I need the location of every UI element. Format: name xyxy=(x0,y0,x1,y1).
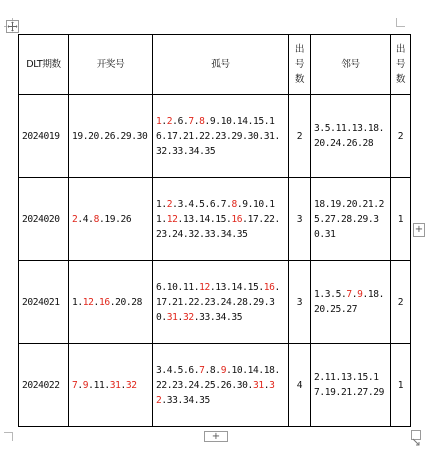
header-neighbor-numbers: 邻号 xyxy=(311,35,391,95)
move-table-icon[interactable] xyxy=(6,20,19,33)
number-token: 9 xyxy=(82,379,89,391)
number-token: 22 xyxy=(188,296,200,308)
number-token: 28 xyxy=(236,296,248,308)
number-token: 21 xyxy=(362,198,374,210)
number-token: 32 xyxy=(182,311,194,323)
header-draw-numbers: 开奖号 xyxy=(69,35,153,95)
period-cell: 2024022 xyxy=(19,344,69,427)
number-token: 24 xyxy=(330,138,341,149)
number-token: 32 xyxy=(156,379,275,406)
number-token: 17 xyxy=(166,130,178,142)
number-token: 12 xyxy=(166,213,178,225)
number-token: 9 xyxy=(220,364,227,376)
number-token: 3 xyxy=(177,198,183,210)
number-token: 6 xyxy=(209,198,216,210)
table-row xyxy=(19,178,411,261)
number-token: 5 xyxy=(324,123,331,134)
number-token: 30 xyxy=(136,130,148,142)
number-token: 31 xyxy=(263,130,275,142)
resize-table-icon[interactable] xyxy=(411,430,421,440)
neighbor-numbers-cell: 2.11.13.15.17.19.21.27.29 xyxy=(311,344,391,427)
neighbor-count-cell: 2 xyxy=(391,261,411,344)
number-token: 16 xyxy=(156,115,275,142)
number-token: 7 xyxy=(72,379,78,391)
number-token: 8 xyxy=(93,213,99,225)
isolated-numbers-cell: 3.4.5.6.7.8.9.10.14.18.22.23.24.25.26.30.31.32.33.34.35 xyxy=(153,344,289,427)
number-token: 7 xyxy=(188,115,194,127)
number-token: 19 xyxy=(104,213,116,225)
number-token: 2 xyxy=(72,213,78,225)
number-token: 27 xyxy=(357,387,368,398)
number-token: 20 xyxy=(314,138,325,149)
number-token: 18 xyxy=(367,123,379,134)
draw-numbers-cell: 19.20.26.29.30 xyxy=(69,95,153,178)
number-token: 10 xyxy=(220,115,232,127)
number-token: 2 xyxy=(314,372,320,383)
number-token: 30 xyxy=(247,130,259,142)
number-token: 35 xyxy=(199,394,210,406)
number-token: 9 xyxy=(242,198,248,210)
number-token: 18 xyxy=(367,289,379,300)
number-token: 6 xyxy=(156,281,162,293)
number-token: 19 xyxy=(330,198,341,210)
number-token: 31 xyxy=(252,379,264,391)
number-token: 25 xyxy=(330,304,341,315)
number-token: 18 xyxy=(263,364,275,376)
number-token: 24 xyxy=(220,296,232,308)
add-column-icon[interactable]: + xyxy=(414,224,424,235)
number-token: 34 xyxy=(220,228,232,240)
period-cell: 2024019 xyxy=(19,95,69,178)
number-token: 5 xyxy=(199,198,205,210)
number-token: 20 xyxy=(346,198,358,210)
header-row xyxy=(19,35,411,95)
table-row xyxy=(19,261,411,344)
number-token: 4 xyxy=(166,364,173,376)
number-token: 34 xyxy=(188,145,200,157)
draw-numbers-cell: 1.12.16.20.28 xyxy=(69,261,153,344)
number-token: 26 xyxy=(120,213,132,225)
number-token: 13 xyxy=(182,213,194,225)
number-token: 7 xyxy=(346,289,352,300)
number-token: 15 xyxy=(247,281,259,293)
header-isolated-count: 出号数 xyxy=(289,35,311,95)
number-token: 7 xyxy=(199,364,205,376)
number-token: 29 xyxy=(252,296,264,308)
number-token: 17 xyxy=(156,296,167,308)
number-token: 5 xyxy=(335,289,341,300)
header-period: DLT期数 xyxy=(19,35,69,95)
neighbor-count-cell: 2 xyxy=(391,95,411,178)
number-token: 26 xyxy=(346,138,358,149)
number-token: 17 xyxy=(314,372,379,398)
number-token: 23 xyxy=(156,228,167,240)
number-token: 14 xyxy=(247,364,259,376)
number-token: 25 xyxy=(204,379,216,391)
number-token: 23 xyxy=(204,296,216,308)
number-token: 15 xyxy=(357,372,368,383)
page-corner-mark xyxy=(396,18,405,27)
number-token: 10 xyxy=(231,364,243,376)
number-token: 14 xyxy=(199,213,210,225)
number-token: 35 xyxy=(204,145,216,157)
number-token: 35 xyxy=(231,311,243,323)
number-token: 11 xyxy=(156,198,275,225)
isolated-numbers-cell: 1.2.3.4.5.6.7.8.9.10.11.12.13.14.15.16.17.22.23.24.32.33.34.35 xyxy=(153,178,289,261)
table-row xyxy=(19,95,411,178)
number-token: 12 xyxy=(82,296,94,308)
period-cell: 2024020 xyxy=(19,178,69,261)
number-token: 4 xyxy=(188,198,194,210)
number-token: 34 xyxy=(215,311,227,323)
number-token: 15 xyxy=(253,115,264,127)
number-token: 13 xyxy=(351,123,363,134)
number-token: 30 xyxy=(236,379,248,391)
number-token: 14 xyxy=(231,281,243,293)
number-token: 32 xyxy=(156,145,167,157)
page-corner-mark xyxy=(4,432,13,441)
number-token: 34 xyxy=(182,394,194,406)
period-cell: 2024021 xyxy=(19,261,69,344)
number-token: 6 xyxy=(177,115,183,127)
number-token: 31 xyxy=(109,379,121,391)
header-isolated-numbers: 孤号 xyxy=(153,35,289,95)
number-token: 19 xyxy=(324,387,336,398)
number-token: 33 xyxy=(204,228,216,240)
number-token: 20 xyxy=(314,304,325,315)
number-token: 23 xyxy=(215,130,227,142)
number-token: 29 xyxy=(120,130,132,142)
number-token: 26 xyxy=(104,130,116,142)
number-token: 24 xyxy=(172,228,183,240)
neighbor-numbers-cell: 18.19.20.21.25.27.28.29.30.31 xyxy=(311,178,391,261)
number-token: 22 xyxy=(263,213,275,225)
number-token: 1 xyxy=(156,115,162,127)
number-token: 21 xyxy=(182,130,194,142)
number-token: 21 xyxy=(172,296,183,308)
number-token: 32 xyxy=(188,228,200,240)
number-token: 27 xyxy=(324,213,336,225)
number-token: 11 xyxy=(182,281,194,293)
number-token: 8 xyxy=(199,115,205,127)
table-row xyxy=(19,344,411,427)
isolated-count-cell: 3 xyxy=(289,261,311,344)
number-token: 26 xyxy=(220,379,232,391)
number-token: 35 xyxy=(236,228,248,240)
neighbor-count-cell: 1 xyxy=(391,178,411,261)
isolated-count-cell: 4 xyxy=(289,344,311,427)
number-token: 19 xyxy=(72,130,83,142)
isolated-numbers-cell: 1.2.6.7.8.9.10.14.15.16.17.21.22.23.29.30.31.32.33.34.35 xyxy=(153,95,289,178)
number-token: 16 xyxy=(263,281,275,293)
number-token: 28 xyxy=(362,138,374,149)
draw-numbers-cell: 2.4.8.19.26 xyxy=(69,178,153,261)
isolated-count-cell: 3 xyxy=(289,178,311,261)
number-token: 27 xyxy=(346,304,358,315)
isolated-numbers-cell: 6.10.11.12.13.14.15.16.17.21.22.23.24.28.29.30.31.32.33.34.35 xyxy=(153,261,289,344)
number-token: 22 xyxy=(199,130,210,142)
number-token: 22 xyxy=(156,379,167,391)
number-token: 28 xyxy=(131,296,143,308)
add-row-icon[interactable]: + xyxy=(204,431,228,442)
number-token: 9 xyxy=(357,289,363,300)
number-token: 21 xyxy=(340,387,352,398)
neighbor-numbers-cell: 3.5.11.13.18.20.24.26.28 xyxy=(311,95,391,178)
number-token: 29 xyxy=(373,387,385,398)
number-token: 13 xyxy=(215,281,227,293)
number-token: 24 xyxy=(188,379,200,391)
number-token: 33 xyxy=(172,145,183,157)
number-token: 11 xyxy=(93,379,105,391)
lottery-table xyxy=(18,34,411,427)
number-token: 10 xyxy=(166,281,178,293)
number-token: 1 xyxy=(72,296,78,308)
number-token: 10 xyxy=(253,198,264,210)
number-token: 5 xyxy=(177,364,183,376)
number-token: 11 xyxy=(324,372,336,383)
number-token: 30 xyxy=(314,213,379,240)
number-token: 31 xyxy=(324,228,336,240)
number-token: 31 xyxy=(166,311,178,323)
number-token: 11 xyxy=(335,123,347,134)
number-token: 15 xyxy=(215,213,227,225)
number-token: 7 xyxy=(220,198,227,210)
number-token: 23 xyxy=(172,379,183,391)
number-token: 3 xyxy=(314,123,320,134)
number-token: 29 xyxy=(231,130,243,142)
number-token: 17 xyxy=(247,213,259,225)
number-token: 6 xyxy=(188,364,194,376)
number-token: 16 xyxy=(98,296,110,308)
number-token: 16 xyxy=(231,213,243,225)
number-token: 8 xyxy=(209,364,216,376)
number-token: 30 xyxy=(156,296,275,323)
number-token: 3 xyxy=(156,364,162,376)
header-neighbor-count: 出号数 xyxy=(391,35,411,95)
number-token: 8 xyxy=(231,198,237,210)
number-token: 28 xyxy=(340,213,352,225)
number-token: 33 xyxy=(166,394,178,406)
number-token: 29 xyxy=(357,213,368,225)
neighbor-numbers-cell: 1.3.5.7.9.18.20.25.27 xyxy=(311,261,391,344)
number-token: 1 xyxy=(156,198,162,210)
number-token: 2 xyxy=(166,198,173,210)
number-token: 20 xyxy=(115,296,126,308)
number-token: 2 xyxy=(166,115,173,127)
number-token: 20 xyxy=(88,130,99,142)
number-token: 3 xyxy=(324,289,331,300)
isolated-count-cell: 2 xyxy=(289,95,311,178)
number-token: 13 xyxy=(340,372,352,383)
number-token: 1 xyxy=(314,289,320,300)
number-token: 9 xyxy=(209,115,216,127)
number-token: 33 xyxy=(199,311,210,323)
number-token: 14 xyxy=(236,115,248,127)
number-token: 12 xyxy=(199,281,210,293)
number-token: 32 xyxy=(125,379,137,391)
number-token: 18 xyxy=(314,198,325,210)
neighbor-count-cell: 1 xyxy=(391,344,411,427)
number-token: 4 xyxy=(82,213,89,225)
number-token: 25 xyxy=(314,198,385,225)
draw-numbers-cell: 7.9.11.31.32 xyxy=(69,344,153,427)
